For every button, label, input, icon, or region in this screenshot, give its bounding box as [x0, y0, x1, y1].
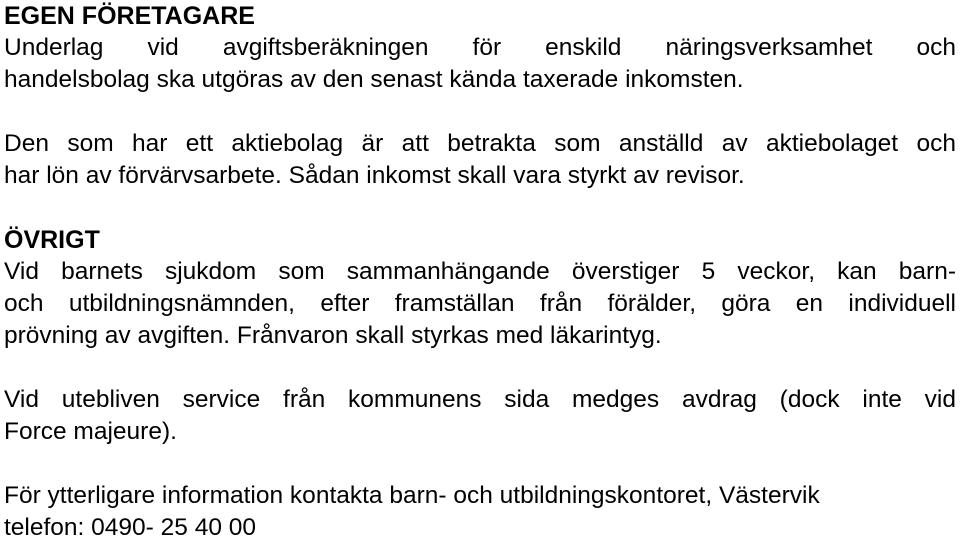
paragraph-line: Den som har ett aktiebolag är att betrakta som anställd av aktiebolaget och — [4, 130, 956, 157]
paragraph-line: och utbildningsnämnden, efter framställan från förälder, göra en individuell — [4, 290, 956, 317]
paragraph-line: prövning av avgiften. Frånvaron skall styrkas med läkarintyg. — [4, 322, 662, 349]
paragraph-line: har lön av förvärvsarbete. Sådan inkomst skall vara styrkt av revisor. — [4, 162, 745, 189]
section-heading-egen-foretagare: EGEN FÖRETAGARE — [4, 2, 255, 30]
paragraph-line: För ytterligare information kontakta barn- och utbildningskontoret, Västervik — [4, 482, 820, 509]
paragraph-spacer — [4, 192, 956, 224]
paragraph-line: Underlag vid avgiftsberäkningen för enskild näringsverksamhet och — [4, 34, 956, 61]
paragraph-spacer — [4, 448, 956, 480]
paragraph-spacer — [4, 96, 956, 128]
paragraph-line: telefon: 0490- 25 40 00 — [4, 514, 257, 541]
section-heading-ovrigt: ÖVRIGT — [4, 226, 100, 254]
paragraph-line: handelsbolag ska utgöras av den senast kända taxerade inkomsten. — [4, 66, 744, 93]
paragraph-aktiebolag — [4, 128, 956, 192]
document-page — [4, 0, 956, 544]
paragraph-line: Force majeure). — [4, 418, 177, 445]
paragraph-line: Vid barnets sjukdom som sammanhängande överstiger 5 veckor, kan barn- — [4, 258, 956, 285]
paragraph-line: Vid utebliven service från kommunens sida medges avdrag (dock inte vid — [4, 386, 956, 413]
paragraph-utebliven-service — [4, 384, 956, 448]
paragraph-spacer — [4, 352, 956, 384]
paragraph-kontakt — [4, 480, 956, 544]
paragraph-underlag — [4, 32, 956, 96]
paragraph-sjukdom — [4, 256, 956, 352]
